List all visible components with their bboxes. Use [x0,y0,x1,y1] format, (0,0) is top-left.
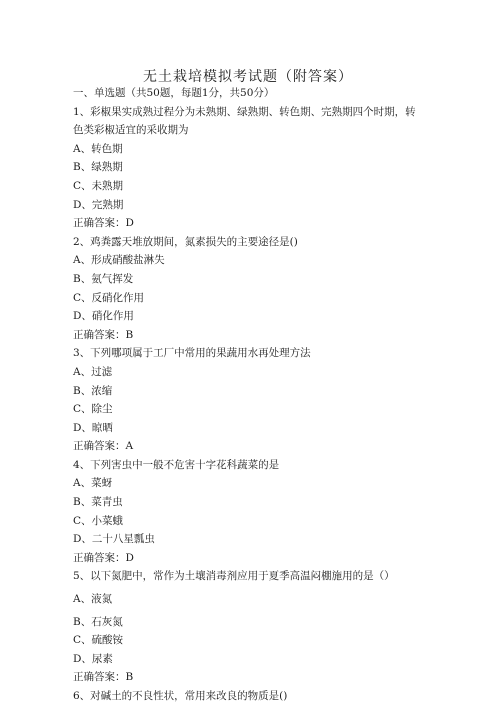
option-c: C、除尘 [73,403,113,416]
question-text: 5、以下氮肥中，常作为土壤消毒剂应用于夏季高温闷棚施用的是（） [73,570,395,583]
correct-answer: 正确答案：A [73,440,134,453]
question-text: 6、对碱土的不良性状，常用来改良的物质是() [73,690,288,702]
correct-answer: 正确答案：D [73,551,134,564]
option-c: C、小菜蛾 [73,514,124,527]
option-a: A、菜蚜 [73,477,113,490]
question-text: 3、下列哪项属于工厂中常用的果蔬用水再处理方法 [73,347,311,360]
option-c: C、未熟期 [73,179,124,192]
question-text: 1、彩椒果实成熟过程分为未熟期、绿熟期、转色期、完熟期四个时期，转色类彩椒适宜的采收期为 [73,105,416,137]
option-d: D、硝化作用 [73,310,134,323]
page-title: 无土栽培模拟考试题（附答案） [143,69,353,85]
option-a: A、转色期 [73,142,123,155]
option-c: C、硫酸铵 [73,634,124,647]
correct-answer: 正确答案：D [73,217,134,230]
option-d: D、晾晒 [73,421,113,434]
option-b: B、绿熟期 [73,161,123,174]
option-a: A、过滤 [73,365,113,378]
option-a: A、液氮 [73,593,113,606]
option-d: D、二十八星瓢虫 [73,533,155,546]
option-b: B、浓缩 [73,384,113,397]
option-c: C、反硝化作用 [73,291,145,304]
option-a: A、形成硝酸盐淋失 [73,254,165,267]
correct-answer: 正确答案：B [73,671,134,684]
option-d: D、完熟期 [73,198,124,211]
correct-answer: 正确答案：B [73,328,134,341]
document-body [73,84,425,706]
section-heading: 一、单选题（共50题，每题1分，共50分） [73,87,275,99]
question-text: 4、下列害虫中一般不危害十字花科蔬菜的是 [73,458,280,471]
option-b: B、菜青虫 [73,496,123,509]
option-d: D、尿素 [73,652,113,665]
option-b: B、石灰氮 [73,615,123,628]
question-text: 2、鸡粪露天堆放期间，氮素损失的主要途径是() [73,235,298,248]
option-b: B、氨气挥发 [73,272,134,285]
